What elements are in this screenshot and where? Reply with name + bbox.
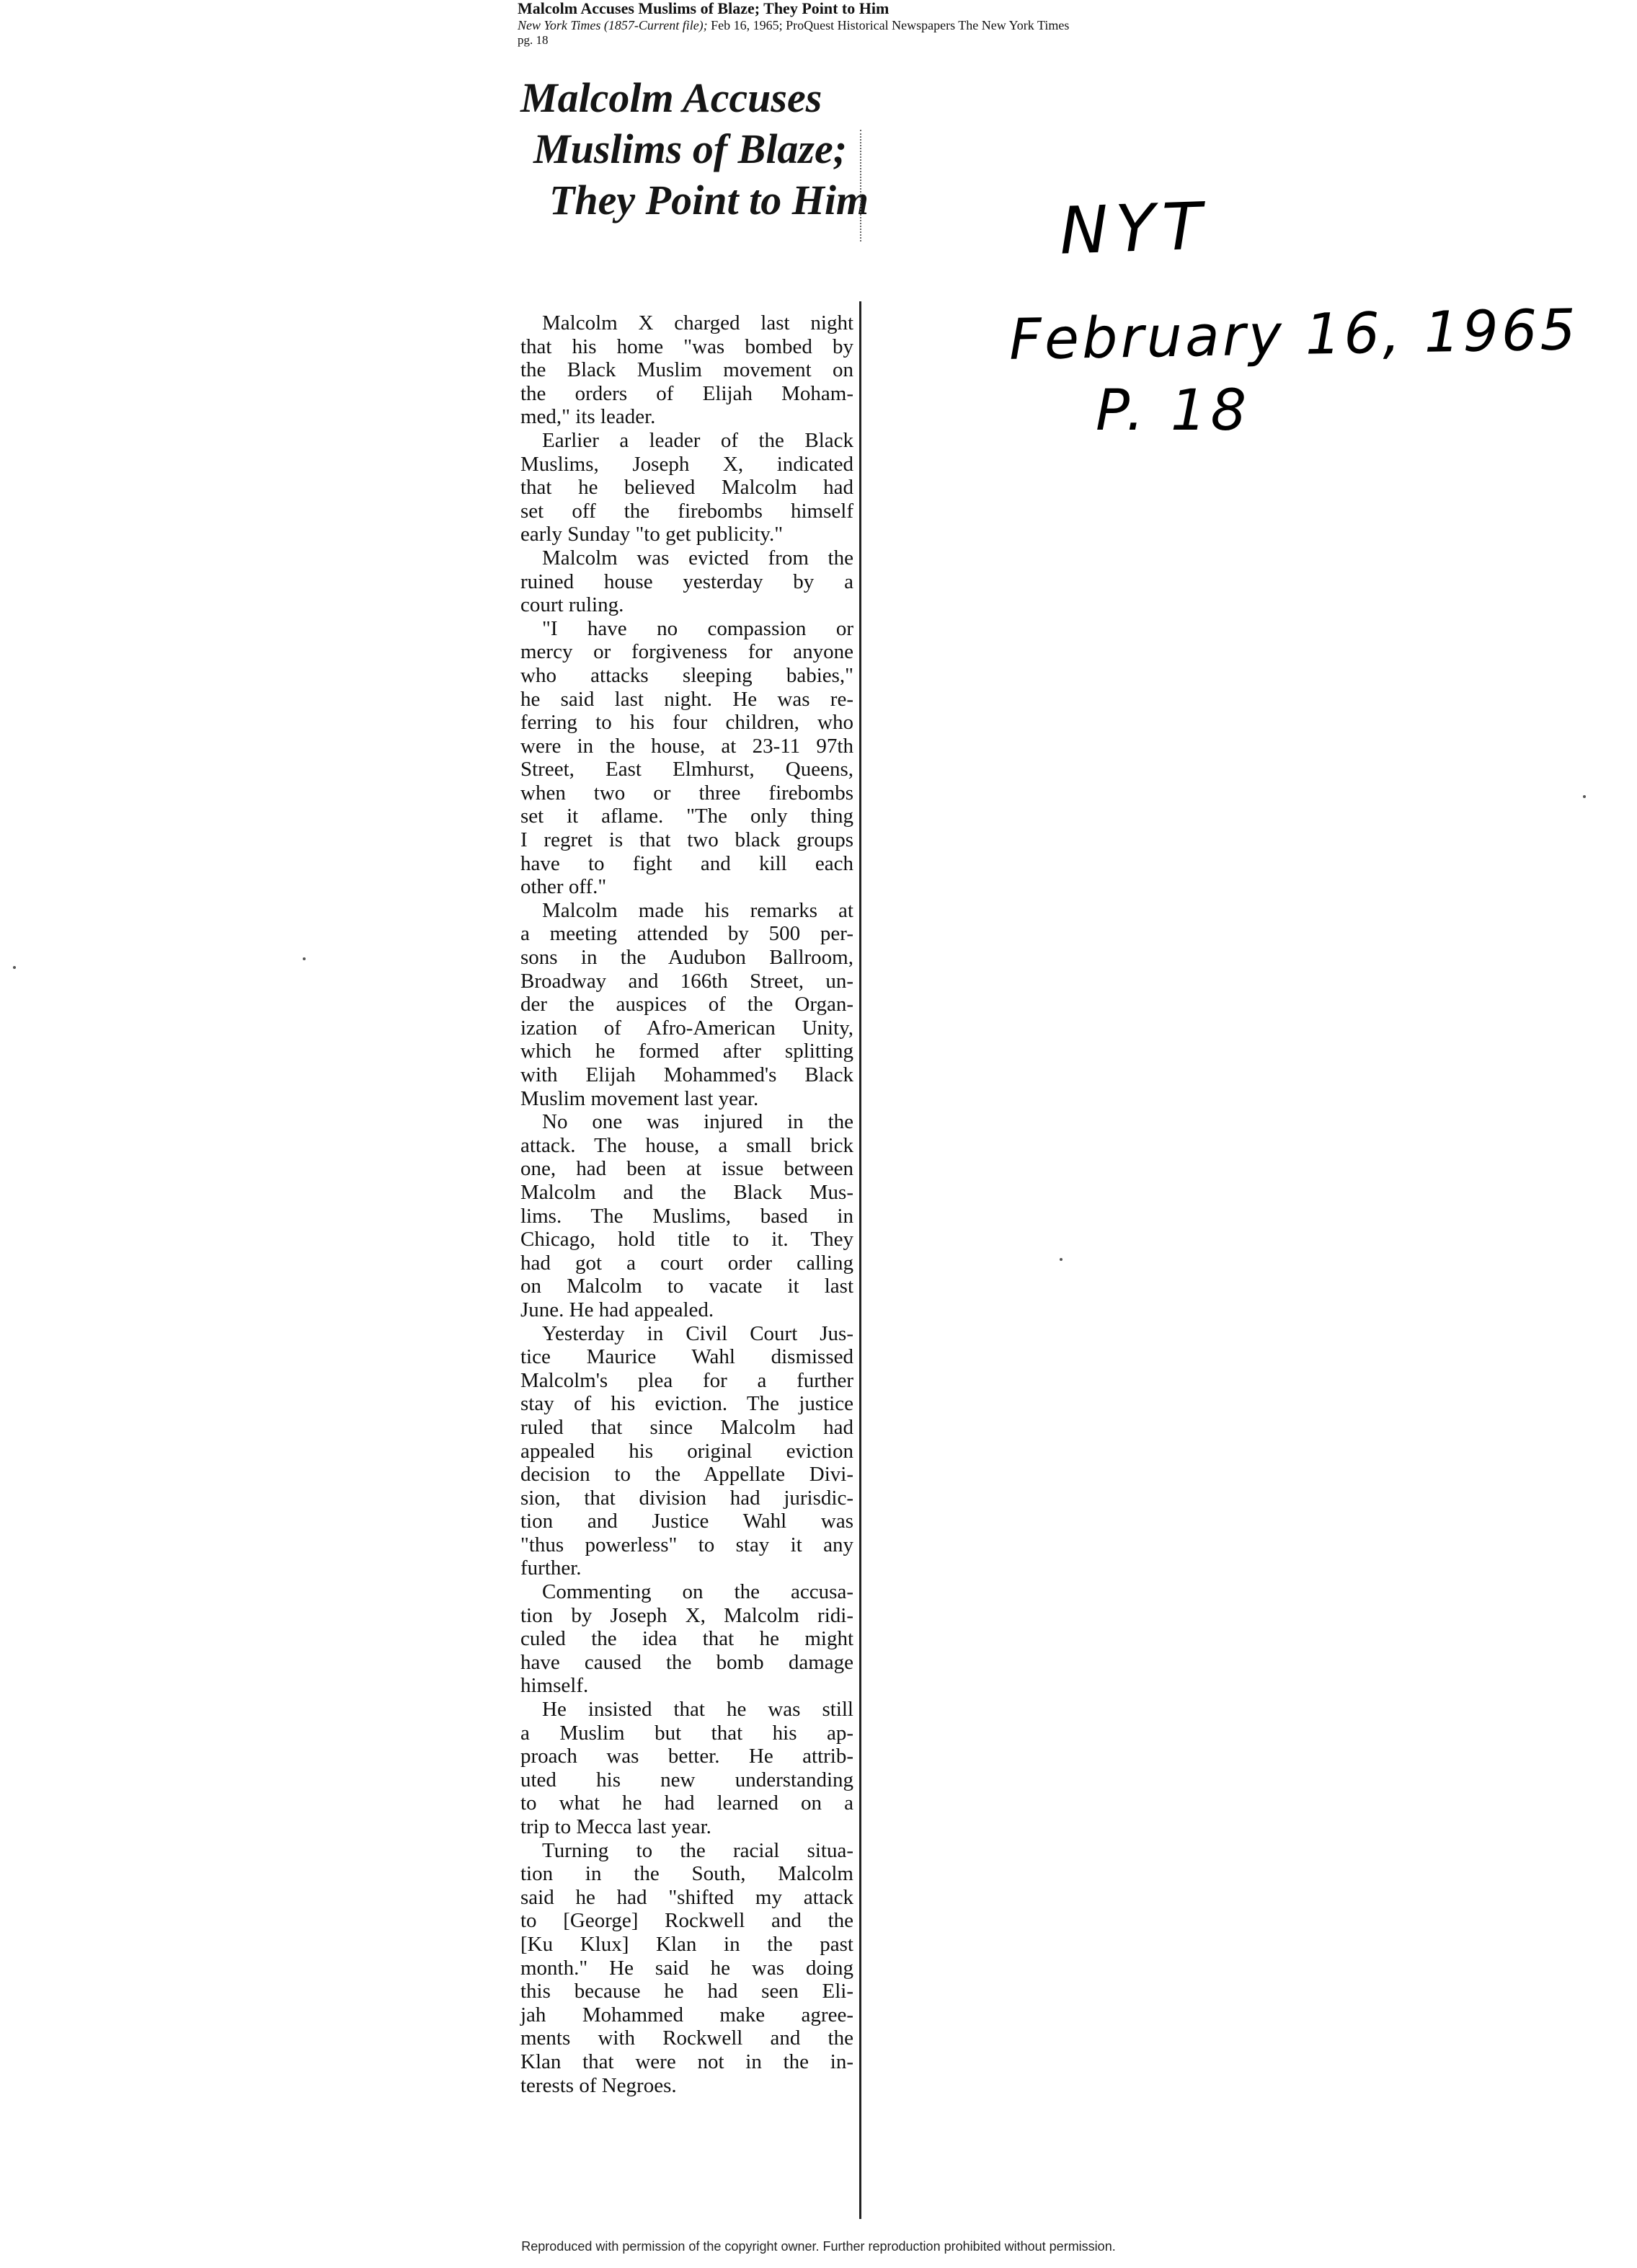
article-line: I regret is that two black groups: [520, 828, 853, 852]
article-line: stay of his eviction. The justice: [520, 1392, 853, 1416]
scan-speck: [1060, 1258, 1063, 1261]
article-line: Malcolm X charged last night: [542, 311, 853, 335]
article-line: when two or three firebombs: [520, 781, 853, 805]
article-line: "I have no compassion or: [542, 616, 853, 640]
handwritten-page: P. 18: [1096, 378, 1251, 443]
article-line: said he had "shifted my attack: [520, 1885, 853, 1909]
article-line: sion, that division had jurisdic-: [520, 1486, 853, 1510]
article-paragraph: [520, 1110, 853, 1321]
article-line: court ruling.: [520, 593, 624, 617]
article-line: further.: [520, 1556, 582, 1580]
article-line: have to fight and kill each: [520, 851, 853, 875]
article-line: Chicago, hold title to it. They: [520, 1228, 853, 1252]
article-line: month." He said he was doing: [520, 1956, 853, 1980]
article-paragraph: [520, 1322, 853, 1581]
article-line: "thus powerless" to stay it any: [520, 1533, 853, 1556]
article-line: ferring to his four children, who: [520, 711, 853, 735]
article-line: ruined house yesterday by a: [520, 570, 853, 593]
headline-line-3: They Point to Him: [549, 177, 869, 223]
article-line: himself.: [520, 1674, 589, 1698]
article-line: appealed his original eviction: [520, 1439, 853, 1463]
scan-speck: [13, 966, 16, 969]
article-line: June. He had appealed.: [520, 1298, 714, 1321]
citation-source-details: Feb 16, 1965; ProQuest Historical Newspapers The New York Times: [711, 18, 1070, 32]
article-line: Turning to the racial situa-: [542, 1838, 853, 1862]
article-line: tice Maurice Wahl dismissed: [520, 1345, 853, 1369]
article-line: No one was injured in the: [542, 1110, 853, 1134]
article-line: med," its leader.: [520, 405, 656, 429]
scan-speck: [303, 957, 306, 960]
article-paragraph: [520, 1698, 853, 1839]
citation-page: pg. 18: [518, 33, 549, 47]
copyright-footer: Reproduced with permission of the copyright owner. Further reproduction prohibited without permission.: [521, 2239, 1116, 2254]
article-line: Muslim movement last year.: [520, 1086, 759, 1110]
article-line: Earlier a leader of the Black: [542, 428, 853, 452]
article-line: Malcolm and the Black Mus-: [520, 1180, 853, 1204]
article-line: sons in the Audubon Ballroom,: [520, 946, 853, 970]
article-line: early Sunday "to get publicity.": [520, 523, 784, 546]
article-line: set it aflame. "The only thing: [520, 805, 853, 828]
article-line: he said last night. He was re-: [520, 687, 853, 711]
article-line: were in the house, at 23-11 97th: [520, 734, 853, 758]
article-line: ments with Rockwell and the: [520, 2026, 853, 2050]
article-line: Street, East Elmhurst, Queens,: [520, 758, 853, 781]
article-line: tion in the South, Malcolm: [520, 1862, 853, 1886]
article-line: Muslims, Joseph X, indicated: [520, 452, 853, 476]
article-line: [Ku Klux] Klan in the past: [520, 1932, 853, 1956]
article-line: tion and Justice Wahl was: [520, 1510, 853, 1533]
article-line: proach was better. He attrib-: [520, 1745, 853, 1768]
article-line: who attacks sleeping babies,": [520, 663, 853, 687]
article-line: had got a court order calling: [520, 1251, 853, 1275]
article-line: Broadway and 166th Street, un-: [520, 969, 853, 993]
column-rule-headline: [860, 130, 861, 242]
article-line: this because he had seen Eli-: [520, 1980, 853, 2003]
article-line: have caused the bomb damage: [520, 1650, 853, 1674]
article-line: lims. The Muslims, based in: [520, 1204, 853, 1228]
handwritten-nyt: NYT: [1058, 188, 1211, 270]
article-line: uted his new understanding: [520, 1768, 853, 1791]
article-line: jah Mohammed make agree-: [520, 2003, 853, 2026]
article-body: [520, 311, 853, 2097]
article-line: Yesterday in Civil Court Jus-: [542, 1321, 853, 1345]
article-paragraph: [520, 311, 853, 429]
article-paragraph: [520, 546, 853, 617]
headline-line-1: Malcolm Accuses: [520, 74, 822, 121]
citation-title: Malcolm Accuses Muslims of Blaze; They Point to Him: [518, 0, 890, 17]
article-line: culed the idea that he might: [520, 1627, 853, 1651]
article-line: the orders of Elijah Moham-: [520, 381, 853, 405]
article-line: with Elijah Mohammed's Black: [520, 1063, 853, 1086]
article-line: ization of Afro-American Unity,: [520, 1016, 853, 1040]
article-line: Malcolm made his remarks at: [542, 898, 853, 922]
citation-header: [518, 0, 1238, 48]
article-line: a meeting attended by 500 per-: [520, 922, 853, 946]
article-line: set off the firebombs himself: [520, 499, 853, 523]
handwritten-date: February 16, 1965: [1008, 298, 1579, 373]
article-line: tion by Joseph X, Malcolm ridi-: [520, 1603, 853, 1627]
headline-line-2: Muslims of Blaze;: [533, 125, 848, 172]
article-line: a Muslim but that his ap-: [520, 1721, 853, 1745]
article-line: Malcolm was evicted from the: [542, 546, 853, 570]
article-line: Klan that were not in the in-: [520, 2050, 853, 2073]
article-paragraph: [520, 1839, 853, 2098]
article-paragraph: [520, 429, 853, 546]
article-line: attack. The house, a small brick: [520, 1133, 853, 1157]
article-line: the Black Muslim movement on: [520, 358, 853, 382]
article-paragraph: [520, 1580, 853, 1698]
scan-speck: [1583, 795, 1586, 798]
article-line: to what he had learned on a: [520, 1791, 853, 1815]
article-line: that he believed Malcolm had: [520, 476, 853, 500]
column-rule: [859, 301, 861, 2219]
article-line: mercy or forgiveness for anyone: [520, 640, 853, 664]
article-line: terests of Negroes.: [520, 2073, 677, 2097]
article-line: He insisted that he was still: [542, 1698, 853, 1722]
article-line: which he formed after splitting: [520, 1040, 853, 1063]
article-line: to [George] Rockwell and the: [520, 1909, 853, 1933]
article-line: on Malcolm to vacate it last: [520, 1275, 853, 1298]
article-line: Commenting on the accusa-: [542, 1580, 853, 1604]
article-line: that his home "was bombed by: [520, 335, 853, 358]
article-line: der the auspices of the Organ-: [520, 993, 853, 1016]
article-line: ruled that since Malcolm had: [520, 1415, 853, 1439]
article-line: trip to Mecca last year.: [520, 1815, 711, 1838]
article-line: Malcolm's plea for a further: [520, 1368, 853, 1392]
article-paragraph: [520, 899, 853, 1110]
article-paragraph: [520, 617, 853, 899]
article-line: decision to the Appellate Divi-: [520, 1463, 853, 1487]
citation-publication: New York Times (1857-Current file);: [518, 18, 708, 32]
article-line: one, had been at issue between: [520, 1157, 853, 1181]
citation-source: [518, 17, 1238, 33]
article-line: other off.": [520, 875, 607, 899]
article-headline: [505, 72, 879, 226]
